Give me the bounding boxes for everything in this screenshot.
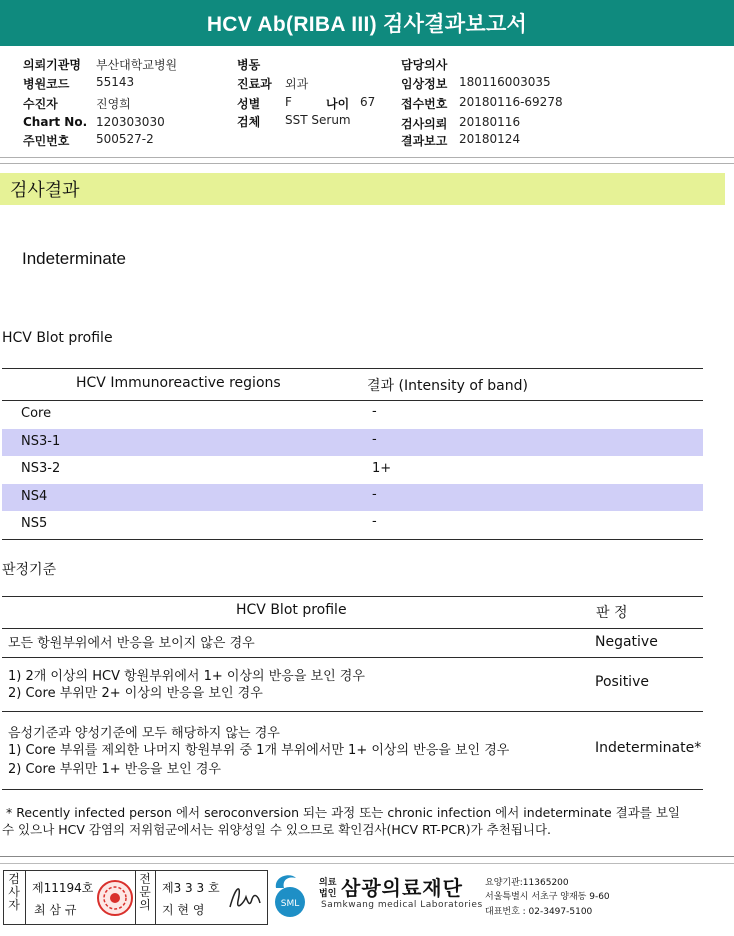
criteria-title: 판정기준 xyxy=(2,562,57,578)
cell-divider xyxy=(135,871,136,924)
table-row xyxy=(2,429,703,456)
table-rule xyxy=(2,789,703,790)
divider xyxy=(0,856,734,857)
specialist-name: 지 현 영 xyxy=(162,903,205,917)
table-rule xyxy=(2,539,703,540)
result-cell: - xyxy=(372,432,377,447)
org-prefix: 법인 xyxy=(319,889,337,899)
divider xyxy=(0,863,734,864)
info-label: 의뢰기관명 xyxy=(23,58,81,72)
region-cell: NS3-1 xyxy=(21,434,61,449)
table-rule xyxy=(2,368,703,369)
info-label: 주민번호 xyxy=(23,134,70,148)
logo-text: SML xyxy=(280,899,300,909)
examiner-name: 최 삼 규 xyxy=(34,903,77,917)
org-address: 서울특별시 서초구 양재동 9-60 xyxy=(485,892,610,902)
criteria-line: 1) Core 부위를 제외한 나머지 항원부위 중 1개 부위에서만 1+ 이상의 반응을 보인 경우 xyxy=(8,743,510,758)
info-value: 진영희 xyxy=(96,97,131,111)
report-title: HCV Ab(RIBA III) 검사결과보고서 xyxy=(0,0,734,46)
region-cell: NS3-2 xyxy=(21,461,61,476)
info-label: 성별 xyxy=(237,97,261,111)
info-label: Chart No. xyxy=(23,115,88,129)
result-text: Indeterminate xyxy=(22,249,126,268)
info-label: 병원코드 xyxy=(23,77,70,91)
specialist-label: 전문의 xyxy=(139,872,151,912)
info-label: 접수번호 xyxy=(401,97,448,111)
column-header: HCV Blot profile xyxy=(236,602,347,618)
info-value: 외과 xyxy=(285,77,309,91)
info-label: 수진자 xyxy=(23,97,58,111)
info-value: 500527-2 xyxy=(96,132,154,146)
info-value: F xyxy=(285,95,292,109)
examiner-label: 검사자 xyxy=(8,872,20,912)
judgement-cell: Positive xyxy=(595,674,649,690)
table-row xyxy=(2,484,703,511)
info-label: 담당의사 xyxy=(401,58,448,72)
info-label: 임상정보 xyxy=(401,77,448,91)
table-rule xyxy=(2,596,703,597)
table-rule xyxy=(2,628,703,629)
judgement-cell: Negative xyxy=(595,634,658,650)
table-rule xyxy=(2,711,703,712)
column-header: 결과 (Intensity of band) xyxy=(367,378,528,394)
info-value: 20180124 xyxy=(459,132,521,146)
region-cell: NS5 xyxy=(21,516,48,531)
cell-divider xyxy=(25,871,26,924)
org-phone: 대표번호 : 02-3497-5100 xyxy=(485,907,593,917)
info-label: 병동 xyxy=(237,58,261,72)
signature-box xyxy=(3,870,268,925)
info-value: 부산대학교병원 xyxy=(96,58,178,72)
info-label: 진료과 xyxy=(237,77,272,91)
blot-profile-title: HCV Blot profile xyxy=(2,330,113,346)
judgement-cell: Indeterminate* xyxy=(595,740,702,756)
criteria-line: 2) Core 부위만 2+ 이상의 반응을 보인 경우 xyxy=(8,686,263,701)
criteria-line: 모든 항원부위에서 반응을 보이지 않은 경우 xyxy=(8,636,255,651)
info-label: 나이 xyxy=(326,97,350,111)
org-prefix: 의료 xyxy=(319,878,337,888)
info-value: 120303030 xyxy=(96,115,165,129)
footnote-line: * Recently infected person 에서 seroconversion 되는 과정 또는 chronic infection 에서 indeterminate 결과를 보일 xyxy=(6,805,680,820)
region-cell: NS4 xyxy=(21,489,48,504)
region-cell: Core xyxy=(21,406,52,421)
result-cell: - xyxy=(372,404,377,419)
org-name: 삼광의료재단 xyxy=(341,876,463,900)
criteria-line: 음성기준과 양성기준에 모두 해당하지 않는 경우 xyxy=(8,726,280,741)
info-value: 180116003035 xyxy=(459,75,551,89)
info-value: 20180116 xyxy=(459,115,521,129)
table-rule xyxy=(2,657,703,658)
result-cell: - xyxy=(372,487,377,502)
footnote-line: 수 있으나 HCV 감염의 저위험군에서는 위양성일 수 있으므로 확인검사(HCV RT-PCR)가 추천됩니다. xyxy=(2,822,552,837)
info-value: 67 xyxy=(360,95,376,109)
column-header: 판 정 xyxy=(596,605,628,621)
info-value: 20180116-69278 xyxy=(459,95,563,109)
signature-mark xyxy=(222,881,264,915)
criteria-line: 2) Core 부위만 1+ 반응을 보인 경우 xyxy=(8,762,221,777)
specialist-license: 제3 3 3 호 xyxy=(162,881,220,895)
column-header: HCV Immunoreactive regions xyxy=(76,375,281,391)
cell-divider xyxy=(155,871,156,924)
info-value: SST Serum xyxy=(285,113,351,127)
divider xyxy=(0,163,734,164)
divider xyxy=(0,157,734,158)
info-label: 결과보고 xyxy=(401,134,448,148)
table-rule xyxy=(2,400,703,401)
section-title: 검사결과 xyxy=(0,173,725,205)
org-code: 요양기관:11365200 xyxy=(485,878,569,888)
criteria-line: 1) 2개 이상의 HCV 항원부위에서 1+ 이상의 반응을 보인 경우 xyxy=(8,669,365,684)
seal-stamp xyxy=(96,879,134,917)
examiner-license: 제11194호 xyxy=(32,881,94,895)
info-label: 검체 xyxy=(237,115,261,129)
sml-logo-icon xyxy=(270,872,310,920)
result-cell: 1+ xyxy=(372,461,392,476)
info-label: 검사의뢰 xyxy=(401,117,448,131)
result-cell: - xyxy=(372,514,377,529)
org-english-name: Samkwang medical Laboratories xyxy=(321,900,483,910)
info-value: 55143 xyxy=(96,75,135,89)
